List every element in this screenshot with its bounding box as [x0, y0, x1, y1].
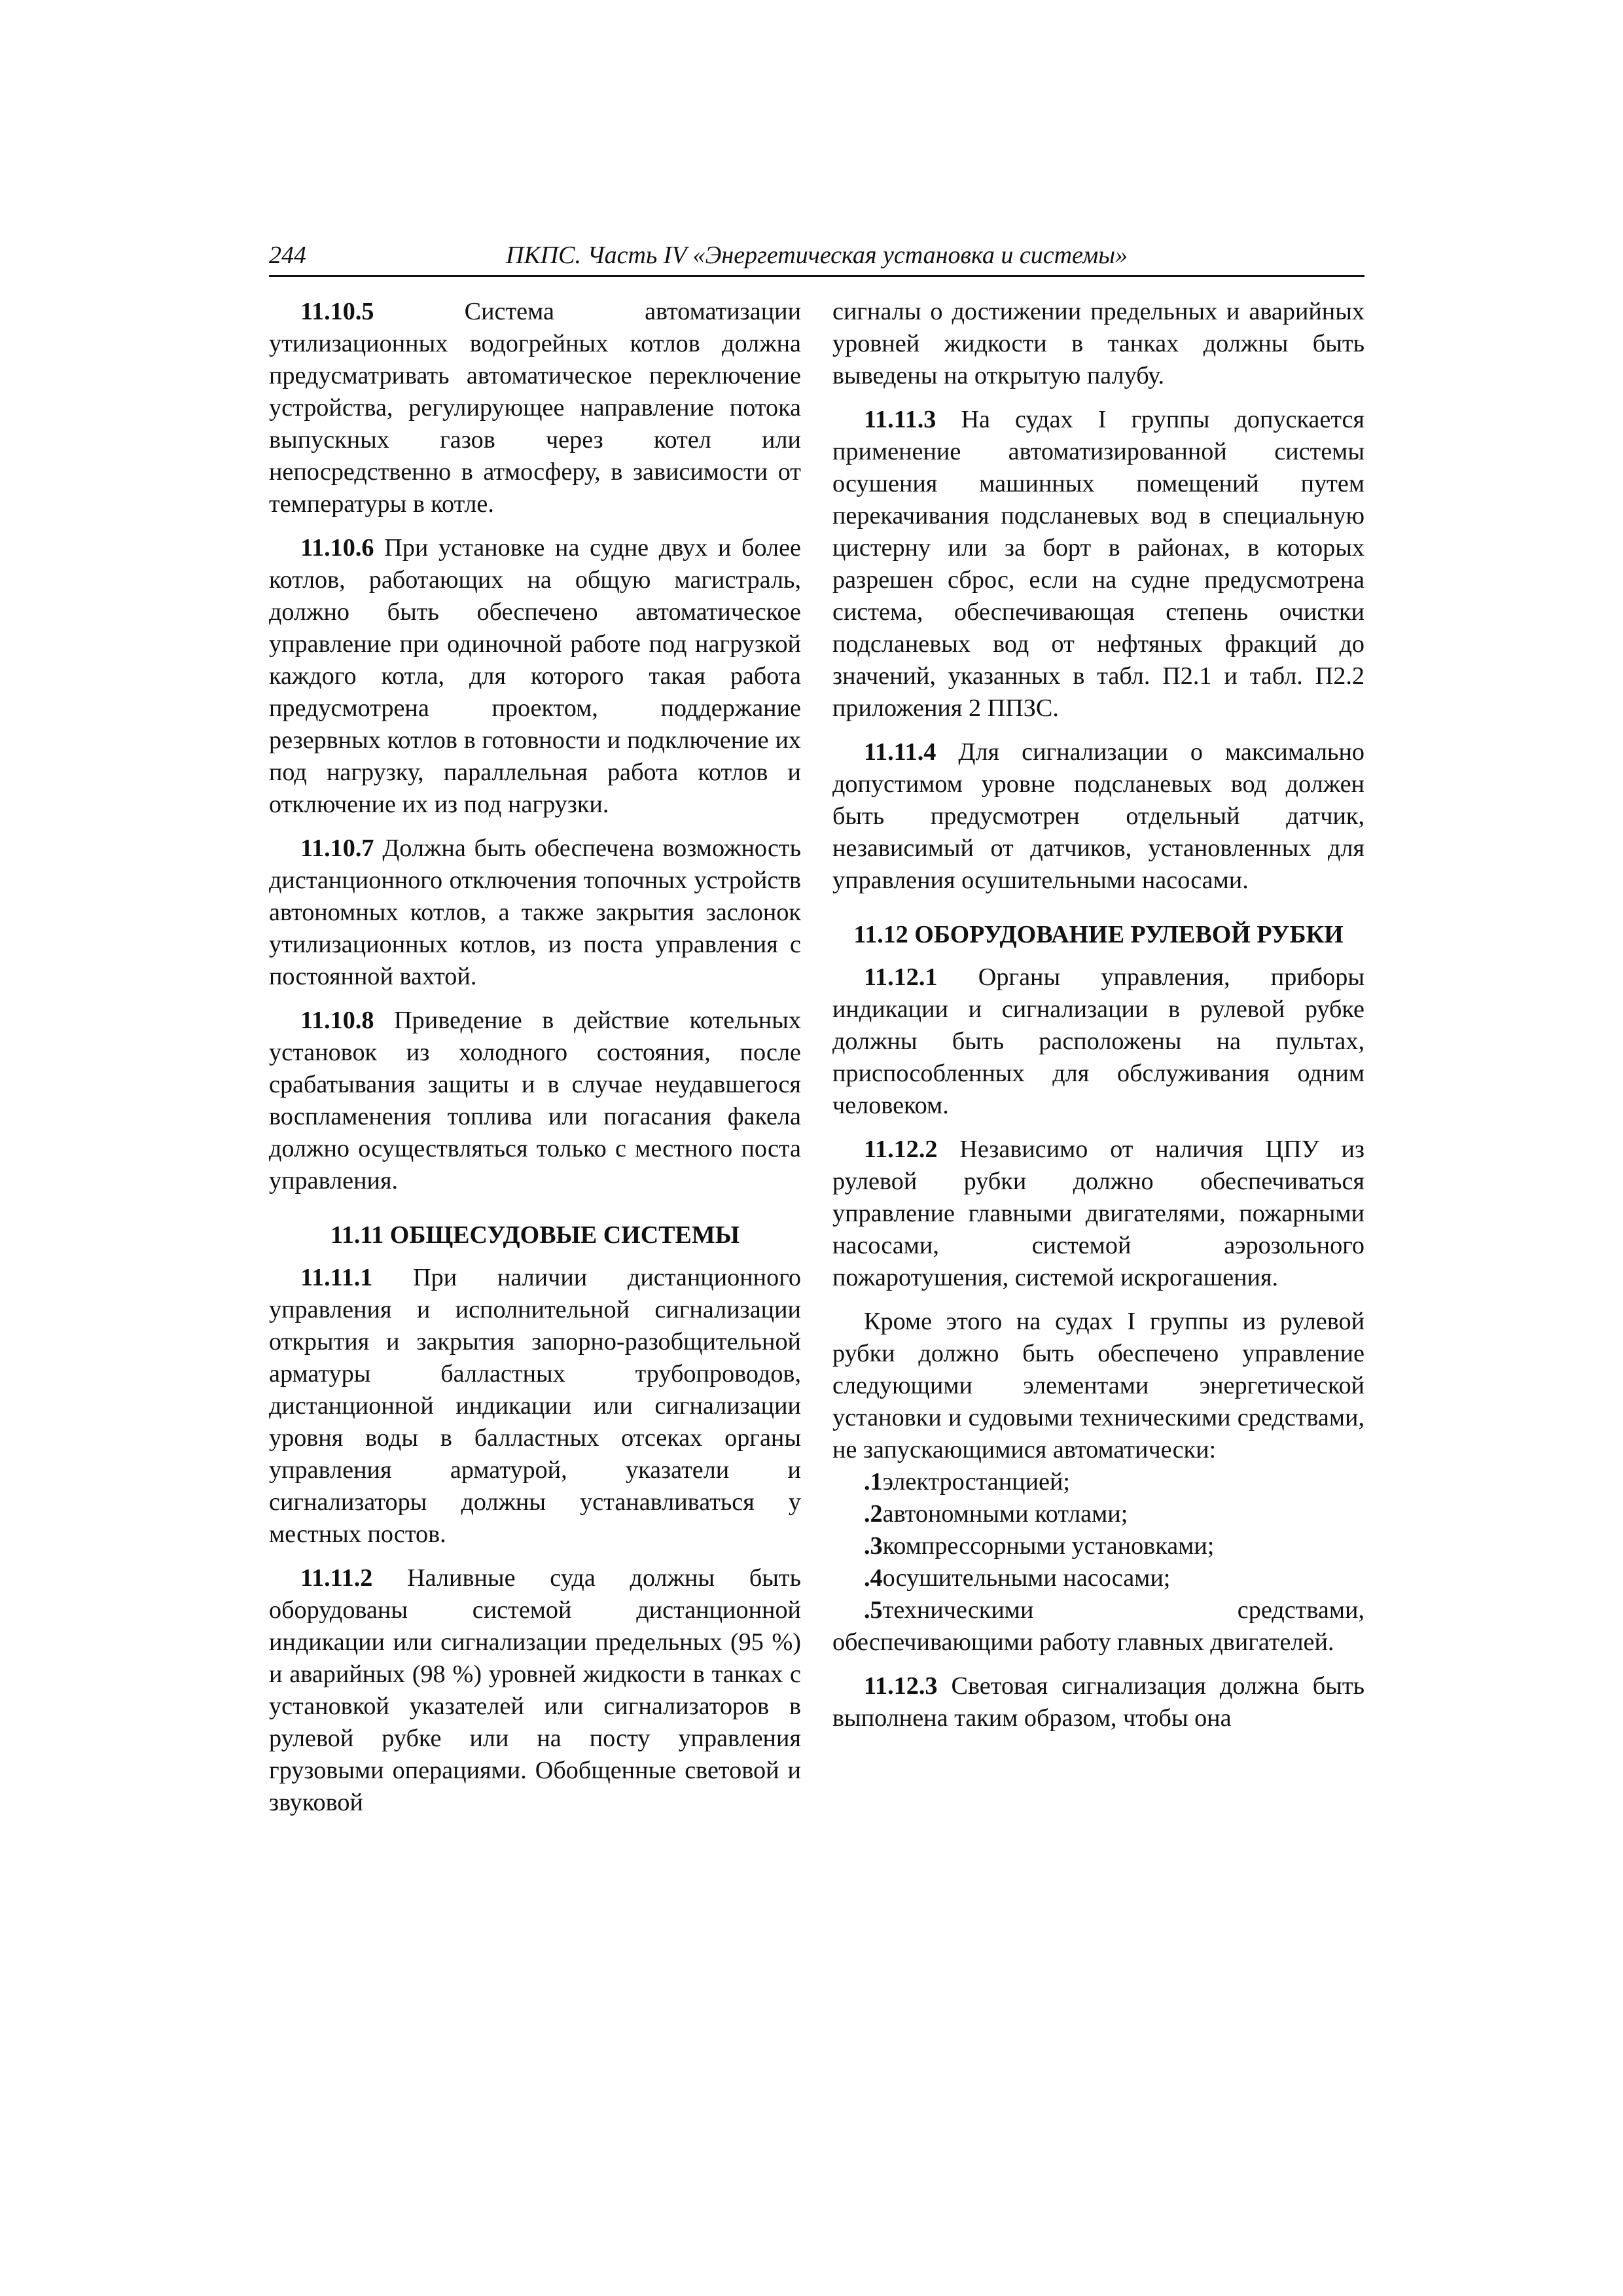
clause-number: 11.11.1 — [300, 1264, 373, 1291]
clause-text: Органы управления, приборы индикации и сигнализации в рулевой рубке должны быть расположены на пультах, приспособленных для обслуживания одним человеком. — [832, 963, 1364, 1119]
paragraph-11-10-5 — [269, 296, 801, 520]
list-item-number: .2 — [864, 1500, 883, 1528]
paragraph-11-10-6 — [269, 532, 801, 821]
list-item-number: .1 — [864, 1468, 883, 1496]
clause-text: Наливные суда должны быть оборудованы системой дистанционной индикации или сигнализации предельных (95 %) и аварийных (98 %) уровней жидкости в танках с установкой указателей или сигнализаторов в рулевой рубке или на посту управления грузовыми операциями. Обобщенные световой и звуковой — [269, 1564, 802, 1816]
paragraph-11-12-1 — [832, 961, 1364, 1122]
clause-number: 11.12.1 — [864, 963, 938, 991]
clause-text: Для сигнализации о максимально допустимом уровне подсланевых вод должен быть предусмотрен отдельный датчик, независимый от датчиков, установленных для управления осушительными насосами. — [832, 738, 1365, 894]
list-item-number: .3 — [864, 1532, 883, 1560]
paragraph-11-12-3 — [832, 1670, 1364, 1734]
clause-text: При установке на судне двух и более котлов, работающих на общую магистраль, должно быть обеспечено автоматическое управление при одиночной работе под нагрузкой каждого котла, для которого такая работа предусмотрена проектом, поддержание резервных котлов в готовности и подключение их под нагрузку, параллельная работа котлов и отключение их из под нагрузки. — [269, 534, 801, 818]
list-item-text: осушительными насосами; — [882, 1564, 1171, 1592]
clause-number: 11.11.2 — [300, 1564, 373, 1592]
paragraph-11-11-4 — [832, 736, 1364, 897]
paragraph-11-11-3 — [832, 404, 1364, 725]
clause-text: На судах I группы допускается применение автоматизированной системы осушения машинных помещений путем перекачивания подсланевых вод в специальную цистерну или за борт в районах, в которых разрешен сброс, если на судне предусмотрена система, обеспечивающая степень очистки подсланевых вод от нефтяных фракций до значений, указанных в табл. П2.1 и табл. П2.2 приложения 2 ППЗС. — [832, 406, 1364, 722]
list-item — [832, 1498, 1364, 1530]
clause-number: 11.10.5 — [300, 298, 374, 325]
paragraph-11-12-2 — [832, 1134, 1364, 1294]
paragraph-11-10-7 — [269, 833, 801, 993]
list-item — [832, 1594, 1364, 1659]
clause-number: 11.10.7 — [300, 834, 374, 862]
clause-number: 11.10.6 — [300, 534, 374, 562]
clause-text: Световая сигнализация должна быть выполнена таким образом, чтобы она — [832, 1672, 1365, 1732]
running-header — [269, 238, 1364, 277]
clause-text: Система автоматизации утилизационных водогрейных котлов должна предусматривать автоматическое переключение устройства, регулирующее направление потока выпускных газов через котел или непосредственно в атмосферу, в зависимости от температуры в котле. — [269, 298, 802, 518]
list-item-text: электростанцией; — [882, 1468, 1071, 1496]
left-column — [269, 296, 801, 1831]
clause-number: 11.10.8 — [300, 1007, 374, 1034]
running-title: ПКПС. Часть IV «Энергетическая установка и системы» — [506, 242, 1128, 269]
paragraph-11-10-8 — [269, 1005, 801, 1197]
list-item — [832, 1530, 1364, 1562]
paragraph-11-11-1 — [269, 1262, 801, 1551]
page-number: 244 — [269, 242, 306, 269]
paragraph-11-11-2-continued: сигналы о достижении предельных и аварийных уровней жидкости в танках должны быть выведены на открытую палубу. — [832, 298, 1364, 389]
clause-number: 11.11.3 — [864, 406, 936, 433]
right-column — [832, 296, 1364, 1746]
list-item-number: .5 — [864, 1596, 883, 1624]
list-item-text: компрессорными установками; — [882, 1532, 1215, 1560]
clause-text: При наличии дистанционного управления и исполнительной сигнализации открытия и закрытия запорно-разобщительной арматуры балластных трубопроводов, дистанционной индикации или сигнализации уровня воды в балластных отсеках органы управления арматурой, указатели и сигнализаторы должны устанавливаться у местных постов. — [269, 1264, 801, 1548]
paragraph-11-12-2-b: Кроме этого на судах I группы из рулевой рубки должно быть обеспечено управление следующими элементами энергетической установки и судовыми техническими средствами, не запускающимися автоматически: — [832, 1308, 1364, 1463]
clause-number: 11.11.4 — [864, 738, 936, 766]
list-item — [832, 1466, 1364, 1498]
clause-text: Должна быть обеспечена возможность дистанционного отключения топочных устройств автономных котлов, а также закрытия заслонок утилизационных котлов, из поста управления с постоянной вахтой. — [269, 834, 802, 990]
clause-text: Приведение в действие котельных установок из холодного состояния, после срабатывания защиты и в случае неудавшегося воспламенения топлива или погасания факела должно осуществляться только с местного поста управления. — [269, 1007, 801, 1194]
list-item-text: автономными котлами; — [882, 1500, 1128, 1528]
clause-number: 11.12.2 — [864, 1136, 938, 1163]
list-item-text: техническими средствами, обеспечивающими работу главных двигателей. — [832, 1596, 1364, 1656]
list-item — [832, 1562, 1364, 1594]
clause-number: 11.12.3 — [864, 1672, 938, 1700]
list-item-number: .4 — [864, 1564, 883, 1592]
paragraph-11-11-2 — [269, 1562, 801, 1819]
clause-text: Независимо от наличия ЦПУ из рулевой рубки должно обеспечиваться управление главными двигателями, пожарными насосами, системой аэрозольного пожаротушения, системой искрогашения. — [832, 1136, 1364, 1291]
section-heading-11-12: 11.12 ОБОРУДОВАНИЕ РУЛЕВОЙ РУБКИ — [853, 921, 1344, 948]
section-heading-11-11: 11.11 ОБЩЕСУДОВЫЕ СИСТЕМЫ — [330, 1221, 740, 1249]
